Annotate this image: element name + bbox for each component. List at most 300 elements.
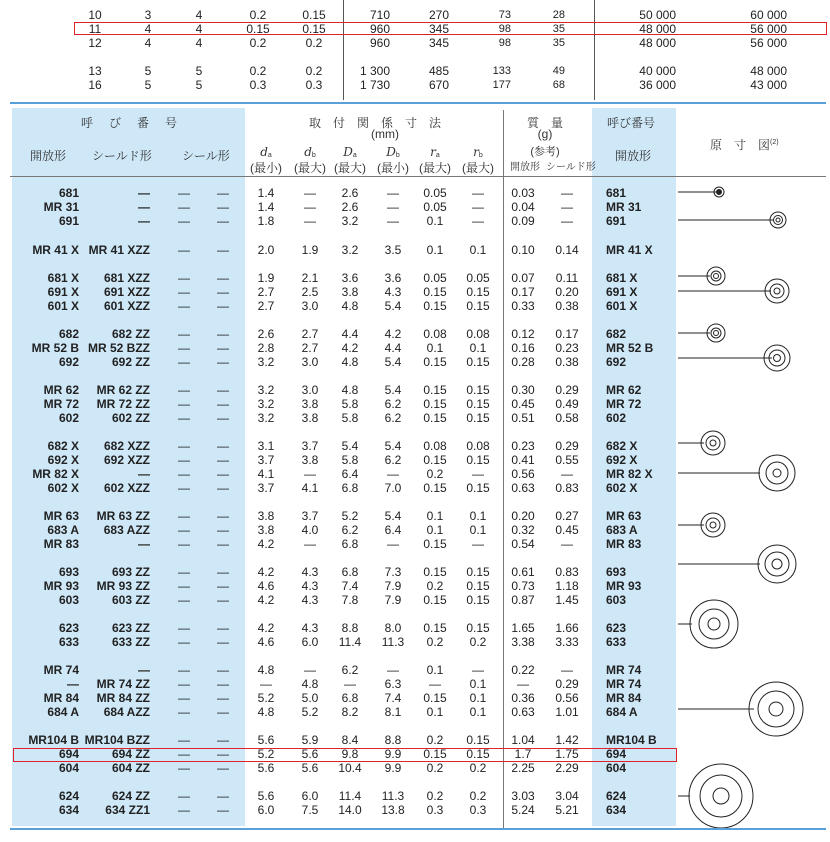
cell-s1: — bbox=[178, 509, 190, 523]
cell-open: MR 93 bbox=[43, 579, 79, 593]
cell-m_shield: — bbox=[561, 467, 573, 481]
cell-open: 681 X bbox=[47, 271, 79, 285]
cell-db: 2.5 bbox=[301, 285, 319, 299]
cell-ref: 681 X bbox=[606, 271, 638, 285]
cell-Db: 5.4 bbox=[384, 439, 402, 453]
cell-ra: 0.1 bbox=[426, 214, 444, 228]
cell-s2: — bbox=[217, 523, 229, 537]
cell-ra: 0.05 bbox=[423, 186, 447, 200]
cell-s2: — bbox=[217, 214, 229, 228]
top-cell-C0r_kgf: 68 bbox=[552, 79, 565, 91]
cell-m_open: 0.30 bbox=[511, 383, 535, 397]
cell-shield: MR 93 ZZ bbox=[96, 579, 150, 593]
cell-Db: 9.9 bbox=[384, 747, 402, 761]
cell-s1: — bbox=[178, 621, 190, 635]
top-cell-C0r_kgf: 49 bbox=[552, 65, 565, 77]
cell-s2: — bbox=[217, 691, 229, 705]
bearing-692-icon bbox=[764, 345, 790, 371]
cell-rb: 0.15 bbox=[466, 733, 490, 747]
header-open-type-2: 開放形 bbox=[615, 149, 652, 163]
cell-open: MR 72 bbox=[43, 397, 79, 411]
cell-s2: — bbox=[217, 677, 229, 691]
cell-open: 693 bbox=[58, 565, 79, 579]
cell-s2: — bbox=[217, 243, 229, 257]
cell-Db: — bbox=[387, 467, 399, 481]
cell-ref: 691 bbox=[606, 214, 627, 228]
top-cell-B1: 4 bbox=[195, 36, 203, 50]
cell-db: 5.6 bbox=[301, 761, 319, 775]
cell-s1: — bbox=[178, 803, 190, 817]
cell-Db: 11.3 bbox=[381, 635, 405, 649]
cell-open: 694 bbox=[58, 747, 79, 761]
cell-shield: MR 63 ZZ bbox=[96, 509, 150, 523]
cell-da: 5.2 bbox=[257, 747, 275, 761]
cell-m_shield: 1.45 bbox=[555, 593, 579, 607]
cell-db: 3.8 bbox=[301, 453, 319, 467]
cell-Da: 5.8 bbox=[341, 411, 359, 425]
cell-da: 4.2 bbox=[257, 537, 275, 551]
cell-ref: MR104 B bbox=[606, 733, 657, 747]
cell-Db: 7.9 bbox=[384, 593, 402, 607]
top-cell-speed_oil: 56 000 bbox=[750, 22, 787, 36]
cell-db: 5.9 bbox=[301, 733, 319, 747]
top-cell-speed_grease: 48 000 bbox=[639, 22, 676, 36]
cell-rb: 0.15 bbox=[466, 453, 490, 467]
cell-m_shield: 0.56 bbox=[555, 691, 579, 705]
cell-m_open: 1.65 bbox=[511, 621, 535, 635]
cell-ref: 624 bbox=[606, 789, 627, 803]
cell-ref: MR 41 X bbox=[606, 243, 653, 257]
top-cell-Cr_kgf: 98 bbox=[498, 37, 511, 49]
cell-m_open: 3.03 bbox=[511, 789, 535, 803]
top-cell-Cr: 960 bbox=[369, 36, 390, 50]
header-Da: Da (最大) bbox=[334, 145, 366, 175]
cell-ref: MR 62 bbox=[606, 383, 642, 397]
cell-open: MR 82 X bbox=[32, 467, 79, 481]
cell-da: 3.2 bbox=[257, 411, 275, 425]
cell-da: 1.9 bbox=[257, 271, 275, 285]
cell-open: 602 bbox=[58, 411, 79, 425]
cell-da: 3.7 bbox=[257, 481, 275, 495]
cell-da: 5.6 bbox=[257, 789, 275, 803]
top-cell-Cr: 1 730 bbox=[359, 78, 390, 92]
cell-Db: 8.1 bbox=[384, 705, 402, 719]
cell-da: 4.8 bbox=[257, 663, 275, 677]
cell-open: 634 bbox=[58, 803, 79, 817]
cell-s1: — bbox=[178, 467, 190, 481]
cell-Da: 6.8 bbox=[341, 481, 359, 495]
cell-Db: — bbox=[387, 214, 399, 228]
cell-m_open: 0.20 bbox=[511, 509, 535, 523]
cell-shield: 623 ZZ bbox=[111, 621, 150, 635]
cell-m_open: 0.51 bbox=[511, 411, 535, 425]
cell-db: 5.6 bbox=[301, 747, 319, 761]
bearing-681x-icon bbox=[707, 267, 725, 285]
top-cell-B1: 4 bbox=[195, 8, 203, 22]
cell-ref: MR 93 bbox=[606, 579, 642, 593]
cell-open: MR 63 bbox=[43, 509, 79, 523]
header-g: (g) bbox=[537, 127, 553, 141]
cell-ra: 0.2 bbox=[426, 579, 444, 593]
cell-db: 3.0 bbox=[301, 299, 319, 313]
cell-ra: 0.15 bbox=[423, 593, 447, 607]
cell-ra: 0.2 bbox=[426, 761, 444, 775]
cell-rb: 0.1 bbox=[469, 509, 487, 523]
cell-Db: — bbox=[387, 663, 399, 677]
cell-Da: 6.2 bbox=[341, 523, 359, 537]
cell-ra: 0.2 bbox=[426, 789, 444, 803]
top-cell-C0r: 345 bbox=[428, 22, 449, 36]
cell-shield: 601 XZZ bbox=[103, 299, 150, 313]
cell-m_open: 0.33 bbox=[511, 299, 535, 313]
cell-s2: — bbox=[217, 299, 229, 313]
cell-Db: 7.4 bbox=[384, 691, 402, 705]
cell-db: — bbox=[304, 537, 316, 551]
cell-s2: — bbox=[217, 355, 229, 369]
top-cell-B: 4 bbox=[144, 36, 152, 50]
cell-s1: — bbox=[178, 663, 190, 677]
cell-m_open: 0.45 bbox=[511, 397, 535, 411]
cell-Db: 8.0 bbox=[384, 621, 402, 635]
cell-da: 2.0 bbox=[257, 243, 275, 257]
cell-shield: 692 XZZ bbox=[103, 453, 150, 467]
cell-m_open: 0.04 bbox=[511, 200, 535, 214]
cell-m_open: 0.32 bbox=[511, 523, 535, 537]
cell-ref: 692 bbox=[606, 355, 627, 369]
cell-shield: MR 41 XZZ bbox=[88, 243, 150, 257]
cell-s1: — bbox=[178, 635, 190, 649]
cell-ref: 634 bbox=[606, 803, 627, 817]
bearing-682x-icon bbox=[701, 431, 725, 455]
top-cell-r1: 0.15 bbox=[302, 22, 326, 36]
header-mass-shield: シールド形 bbox=[546, 162, 596, 173]
cell-s1: — bbox=[178, 691, 190, 705]
cell-shield: MR 72 ZZ bbox=[96, 397, 150, 411]
cell-shield: 691 XZZ bbox=[103, 285, 150, 299]
cell-da: 1.4 bbox=[257, 186, 275, 200]
cell-Da: 8.2 bbox=[341, 705, 359, 719]
cell-ref: 602 X bbox=[606, 481, 638, 495]
cell-db: 3.8 bbox=[301, 397, 319, 411]
cell-ra: 0.1 bbox=[426, 509, 444, 523]
cell-shield: — bbox=[138, 186, 150, 200]
cell-s2: — bbox=[217, 397, 229, 411]
cell-Db: 11.3 bbox=[381, 789, 405, 803]
cell-db: 3.8 bbox=[301, 411, 319, 425]
cell-shield: — bbox=[138, 467, 150, 481]
top-divider-1 bbox=[343, 0, 344, 100]
cell-ref: MR 74 bbox=[606, 677, 642, 691]
cell-shield: 692 ZZ bbox=[111, 355, 150, 369]
cell-shield: 681 XZZ bbox=[103, 271, 150, 285]
cell-s2: — bbox=[217, 186, 229, 200]
cell-ra: 0.08 bbox=[423, 439, 447, 453]
cell-rb: 0.15 bbox=[466, 747, 490, 761]
cell-Da: 11.4 bbox=[338, 789, 362, 803]
cell-s1: — bbox=[178, 705, 190, 719]
cell-Db: 8.8 bbox=[384, 733, 402, 747]
header-mass-open: 開放形 bbox=[510, 162, 540, 173]
cell-Db: 6.4 bbox=[384, 523, 402, 537]
cell-open: 603 bbox=[58, 593, 79, 607]
cell-s2: — bbox=[217, 803, 229, 817]
cell-open: MR104 B bbox=[28, 733, 79, 747]
cell-s2: — bbox=[217, 411, 229, 425]
cell-m_open: 3.38 bbox=[511, 635, 535, 649]
cell-s2: — bbox=[217, 635, 229, 649]
cell-m_shield: 3.33 bbox=[555, 635, 579, 649]
cell-m_shield: 0.11 bbox=[555, 271, 579, 285]
cell-m_shield: — bbox=[561, 186, 573, 200]
cell-db: 4.3 bbox=[301, 593, 319, 607]
cell-m_shield: 2.29 bbox=[555, 761, 579, 775]
cell-rb: 0.3 bbox=[469, 803, 487, 817]
top-cell-speed_grease: 48 000 bbox=[639, 36, 676, 50]
bearing-691-icon bbox=[770, 212, 786, 228]
cell-da: 4.2 bbox=[257, 593, 275, 607]
cell-m_open: 0.10 bbox=[511, 243, 535, 257]
cell-Da: 7.8 bbox=[341, 593, 359, 607]
cell-s2: — bbox=[217, 789, 229, 803]
top-cell-C0r: 485 bbox=[428, 64, 449, 78]
cell-Db: 6.2 bbox=[384, 453, 402, 467]
cell-ref: 694 bbox=[606, 747, 627, 761]
cell-Db: 5.4 bbox=[384, 299, 402, 313]
cell-da: 3.8 bbox=[257, 523, 275, 537]
top-divider-2 bbox=[594, 0, 595, 100]
cell-rb: 0.05 bbox=[466, 271, 490, 285]
bearing-684a-icon bbox=[749, 682, 803, 736]
cell-m_shield: 0.14 bbox=[555, 243, 579, 257]
cell-da: 4.1 bbox=[257, 467, 275, 481]
col-divider-mass bbox=[503, 110, 504, 828]
cell-Da: 6.2 bbox=[341, 663, 359, 677]
cell-ref: MR 74 bbox=[606, 663, 642, 677]
cell-s1: — bbox=[178, 285, 190, 299]
cell-ra: 0.1 bbox=[426, 705, 444, 719]
cell-open: 684 A bbox=[47, 705, 79, 719]
cell-ref: MR 31 bbox=[606, 200, 642, 214]
cell-da: 4.2 bbox=[257, 565, 275, 579]
cell-ref: 623 bbox=[606, 621, 627, 635]
cell-ra: 0.15 bbox=[423, 355, 447, 369]
cell-open: MR 52 B bbox=[31, 341, 79, 355]
top-cell-Cr: 960 bbox=[369, 22, 390, 36]
cell-s1: — bbox=[178, 355, 190, 369]
cell-m_shield: 0.20 bbox=[555, 285, 579, 299]
cell-ra: 0.15 bbox=[423, 537, 447, 551]
cell-m_shield: 0.29 bbox=[555, 439, 579, 453]
cell-Da: 6.8 bbox=[341, 565, 359, 579]
cell-m_open: 0.07 bbox=[511, 271, 535, 285]
cell-rb: 0.1 bbox=[469, 691, 487, 705]
cell-db: 2.1 bbox=[301, 271, 319, 285]
cell-rb: 0.2 bbox=[469, 789, 487, 803]
cell-ref: MR 63 bbox=[606, 509, 642, 523]
cell-open: 682 bbox=[58, 327, 79, 341]
cell-rb: 0.15 bbox=[466, 285, 490, 299]
cell-ra: 0.1 bbox=[426, 523, 444, 537]
cell-rb: 0.15 bbox=[466, 299, 490, 313]
header-mass: 質 量 bbox=[526, 116, 564, 130]
cell-m_open: 0.63 bbox=[511, 481, 535, 495]
cell-Da: 3.2 bbox=[341, 214, 359, 228]
cell-Db: 7.3 bbox=[384, 565, 402, 579]
cell-Da: 5.4 bbox=[341, 439, 359, 453]
header-open-type: 開放形 bbox=[30, 149, 67, 163]
cell-ref: 682 X bbox=[606, 439, 638, 453]
top-cell-C0r: 270 bbox=[428, 8, 449, 22]
cell-Db: — bbox=[387, 200, 399, 214]
cell-m_shield: 0.58 bbox=[555, 411, 579, 425]
cell-open: MR 41 X bbox=[32, 243, 79, 257]
cell-rb: 0.15 bbox=[466, 411, 490, 425]
cell-ra: 0.1 bbox=[426, 243, 444, 257]
cell-Da: 6.4 bbox=[341, 467, 359, 481]
cell-m_open: 0.54 bbox=[511, 537, 535, 551]
cell-m_open: — bbox=[517, 677, 529, 691]
cell-ref: MR 72 bbox=[606, 397, 642, 411]
cell-Db: — bbox=[387, 537, 399, 551]
bearing-682-icon bbox=[707, 324, 725, 342]
cell-s2: — bbox=[217, 509, 229, 523]
cell-shield: MR 52 BZZ bbox=[87, 341, 150, 355]
cell-da: 6.0 bbox=[257, 803, 275, 817]
cell-shield: 634 ZZ1 bbox=[105, 803, 150, 817]
cell-da: 5.6 bbox=[257, 761, 275, 775]
cell-s2: — bbox=[217, 593, 229, 607]
cell-s2: — bbox=[217, 565, 229, 579]
cell-open: MR 83 bbox=[43, 537, 79, 551]
cell-ref: 603 bbox=[606, 593, 627, 607]
top-cell-d: 16 bbox=[88, 78, 102, 92]
cell-open: — bbox=[67, 677, 79, 691]
cell-s2: — bbox=[217, 453, 229, 467]
header-Db: Db (最小) bbox=[377, 145, 409, 175]
cell-db: 3.7 bbox=[301, 439, 319, 453]
cell-shield: — bbox=[138, 200, 150, 214]
cell-open: MR 62 bbox=[43, 383, 79, 397]
cell-Da: 4.8 bbox=[341, 299, 359, 313]
cell-da: 2.7 bbox=[257, 285, 275, 299]
cell-m_shield: 1.66 bbox=[555, 621, 579, 635]
top-cell-r: 0.2 bbox=[249, 8, 267, 22]
cell-Da: 4.8 bbox=[341, 355, 359, 369]
cell-m_open: 0.22 bbox=[511, 663, 535, 677]
cell-Db: — bbox=[387, 186, 399, 200]
cell-open: MR 31 bbox=[43, 200, 79, 214]
cell-shield: 633 ZZ bbox=[111, 635, 150, 649]
cell-s1: — bbox=[178, 411, 190, 425]
main-table-bottom-rule bbox=[10, 828, 826, 830]
cell-Db: 7.9 bbox=[384, 579, 402, 593]
cell-m_open: 0.03 bbox=[511, 186, 535, 200]
cell-s1: — bbox=[178, 200, 190, 214]
cell-Da: 11.4 bbox=[338, 635, 362, 649]
cell-db: 5.0 bbox=[301, 691, 319, 705]
cell-da: 4.8 bbox=[257, 705, 275, 719]
cell-db: 6.0 bbox=[301, 789, 319, 803]
cell-open: 602 X bbox=[47, 481, 79, 495]
cell-ra: 0.15 bbox=[423, 747, 447, 761]
cell-rb: 0.15 bbox=[466, 593, 490, 607]
cell-db: 3.7 bbox=[301, 509, 319, 523]
top-cell-C0r: 670 bbox=[428, 78, 449, 92]
bearing-623-icon bbox=[690, 600, 738, 648]
cell-db: — bbox=[304, 467, 316, 481]
cell-shield: MR104 BZZ bbox=[84, 733, 150, 747]
cell-ra: 0.15 bbox=[423, 299, 447, 313]
cell-da: 3.2 bbox=[257, 355, 275, 369]
cell-shield: — bbox=[138, 537, 150, 551]
cell-m_open: 0.28 bbox=[511, 355, 535, 369]
cell-s1: — bbox=[178, 677, 190, 691]
cell-db: 4.3 bbox=[301, 579, 319, 593]
header-seal-type: シール形 bbox=[182, 149, 230, 163]
top-cell-Cr_kgf: 177 bbox=[492, 79, 511, 91]
cell-ref: 681 bbox=[606, 186, 627, 200]
cell-da: 5.6 bbox=[257, 733, 275, 747]
cell-s2: — bbox=[217, 621, 229, 635]
top-cell-speed_grease: 40 000 bbox=[639, 64, 676, 78]
cell-m_open: 0.16 bbox=[511, 341, 535, 355]
cell-da: 4.6 bbox=[257, 579, 275, 593]
cell-ra: 0.15 bbox=[423, 481, 447, 495]
top-cell-B1: 5 bbox=[195, 64, 203, 78]
header-ra: ra (最大) bbox=[419, 145, 451, 175]
cell-shield: MR 74 ZZ bbox=[96, 677, 150, 691]
cell-ra: 0.2 bbox=[426, 635, 444, 649]
cell-db: 7.5 bbox=[301, 803, 319, 817]
cell-s2: — bbox=[217, 747, 229, 761]
cell-s2: — bbox=[217, 271, 229, 285]
cell-rb: 0.1 bbox=[469, 243, 487, 257]
cell-ra: 0.3 bbox=[426, 803, 444, 817]
cell-open: 691 X bbox=[47, 285, 79, 299]
cell-db: 2.7 bbox=[301, 327, 319, 341]
bearing-602x-icon bbox=[759, 455, 795, 491]
cell-ref: MR 52 B bbox=[606, 341, 654, 355]
cell-Da: 4.4 bbox=[341, 327, 359, 341]
cell-s2: — bbox=[217, 537, 229, 551]
cell-rb: 0.15 bbox=[466, 481, 490, 495]
cell-m_shield: 1.75 bbox=[555, 747, 579, 761]
cell-open: 692 X bbox=[47, 453, 79, 467]
cell-da: 2.6 bbox=[257, 327, 275, 341]
cell-m_shield: 1.42 bbox=[555, 733, 579, 747]
cell-s2: — bbox=[217, 285, 229, 299]
top-cell-B: 3 bbox=[144, 8, 152, 22]
cell-shield: 624 ZZ bbox=[111, 789, 150, 803]
header-rb: rb (最大) bbox=[462, 145, 494, 175]
top-cell-C0r_kgf: 35 bbox=[552, 23, 565, 35]
cell-rb: 0.15 bbox=[466, 355, 490, 369]
header-bearing-no: 呼 び 番 号 bbox=[80, 116, 180, 130]
cell-da: 4.6 bbox=[257, 635, 275, 649]
cell-rb: 0.1 bbox=[469, 705, 487, 719]
top-cell-Cr_kgf: 73 bbox=[498, 9, 511, 21]
cell-Da: 9.8 bbox=[341, 747, 359, 761]
cell-Da: 6.8 bbox=[341, 691, 359, 705]
header-mm: (mm) bbox=[371, 127, 399, 141]
top-cell-r1: 0.3 bbox=[305, 78, 323, 92]
cell-rb: 0.1 bbox=[469, 523, 487, 537]
cell-s1: — bbox=[178, 243, 190, 257]
cell-da: 2.8 bbox=[257, 341, 275, 355]
top-cell-speed_grease: 50 000 bbox=[639, 8, 676, 22]
cell-open: 601 X bbox=[47, 299, 79, 313]
top-cell-speed_oil: 60 000 bbox=[750, 8, 787, 22]
